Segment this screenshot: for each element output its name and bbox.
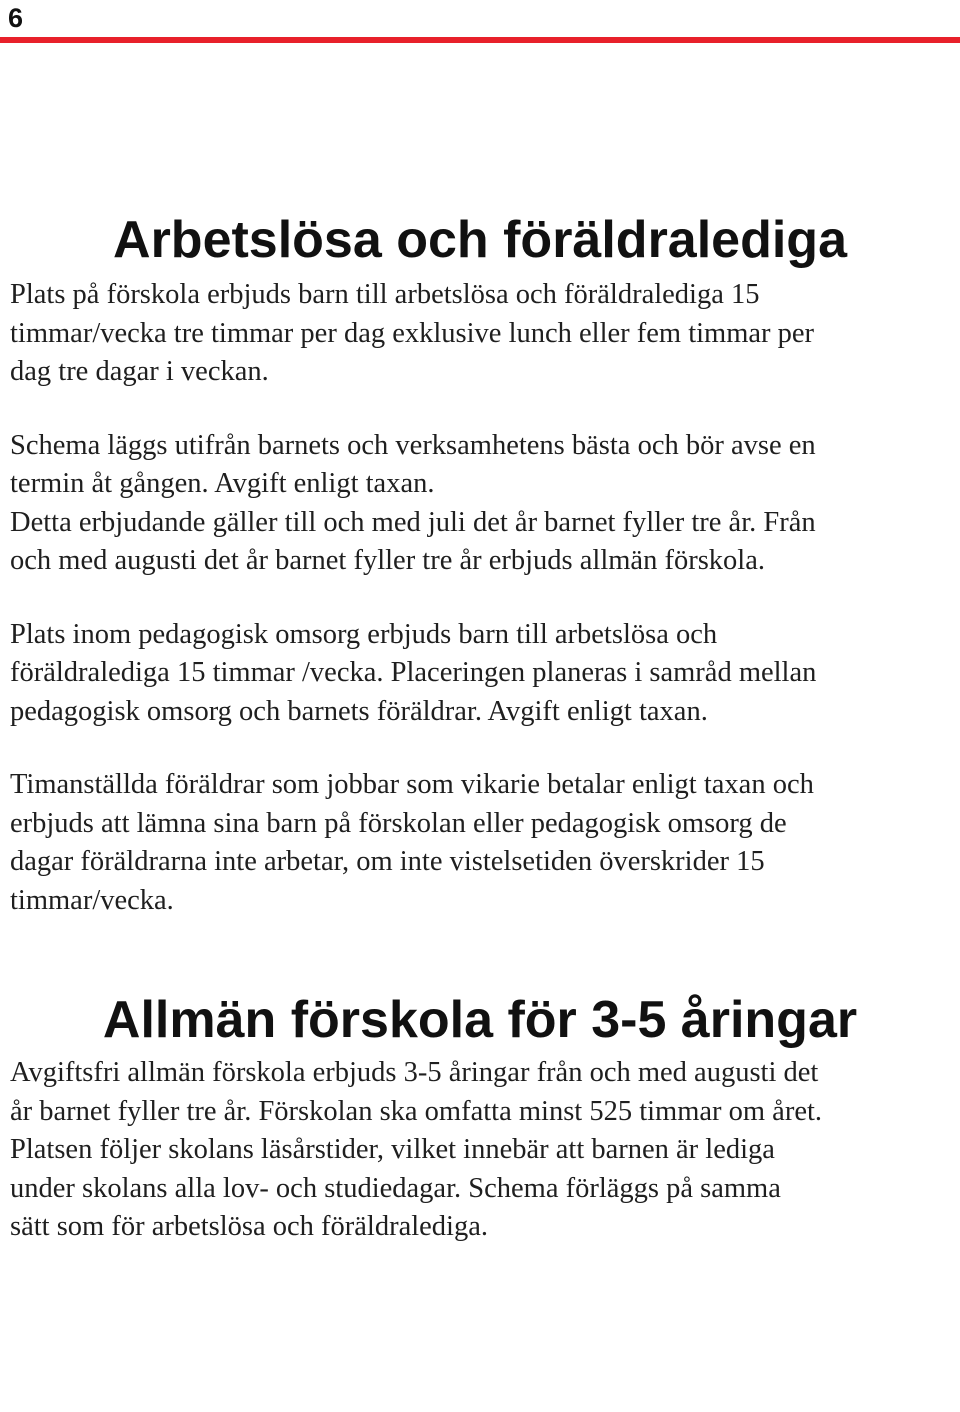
section-heading: Allmän förskola för 3-5 åringar bbox=[102, 991, 858, 1049]
text-line: termin åt gången. Avgift enligt taxan. bbox=[10, 468, 435, 499]
text-line: Timanställda föräldrar som jobbar som vikarie betalar enligt taxan och bbox=[10, 769, 814, 800]
paragraph bbox=[10, 766, 950, 920]
text-line: sätt som för arbetslösa och föräldralediga. bbox=[10, 1211, 489, 1242]
paragraph bbox=[10, 427, 950, 581]
text-line: timmar/vecka. bbox=[10, 884, 174, 916]
section-allman-forskola bbox=[10, 988, 950, 1247]
page-number: 6 bbox=[8, 3, 24, 33]
text-line: timmar/vecka tre timmar per dag exklusive lunch eller fem timmar per bbox=[10, 317, 815, 349]
text-line: Plats på förskola erbjuds barn till arbetslösa och föräldralediga 15 bbox=[10, 279, 760, 310]
text-line: erbjuds att lämna sina barn på förskolan eller pedagogisk omsorg de bbox=[10, 807, 787, 839]
text-line: pedagogisk omsorg och barnets föräldrar. Avgift enligt taxan. bbox=[10, 695, 708, 727]
text-line: föräldralediga 15 timmar /vecka. Placeringen planeras i samråd mellan bbox=[10, 657, 817, 688]
paragraph bbox=[10, 1054, 950, 1247]
paragraph bbox=[10, 276, 950, 392]
section-arbetslosa bbox=[10, 208, 950, 920]
text-line: Schema läggs utifrån barnets och verksamhetens bästa och bör avse en bbox=[10, 429, 816, 461]
text-line: och med augusti det år barnet fyller tre år erbjuds allmän förskola. bbox=[10, 545, 765, 576]
text-line: dagar föräldrarna inte arbetar, om inte vistelsetiden överskrider 15 bbox=[10, 846, 765, 877]
text-line: Platsen följer skolans läsårstider, vilket innebär att barnen är lediga bbox=[10, 1134, 775, 1165]
section-heading: Arbetslösa och föräldralediga bbox=[113, 211, 847, 269]
paragraph bbox=[10, 616, 950, 732]
header-rule bbox=[0, 37, 960, 43]
text-line: Detta erbjudande gäller till och med juli det år barnet fyller tre år. Från bbox=[10, 506, 816, 538]
text-line: dag tre dagar i veckan. bbox=[10, 356, 269, 387]
text-line: Avgiftsfri allmän förskola erbjuds 3-5 åringar från och med augusti det bbox=[10, 1057, 819, 1088]
text-line: år barnet fyller tre år. Förskolan ska omfatta minst 525 timmar om året. bbox=[10, 1095, 823, 1127]
text-line: Plats inom pedagogisk omsorg erbjuds barn till arbetslösa och bbox=[10, 618, 718, 650]
text-line: under skolans alla lov- och studiedagar. Schema förläggs på samma bbox=[10, 1172, 781, 1204]
